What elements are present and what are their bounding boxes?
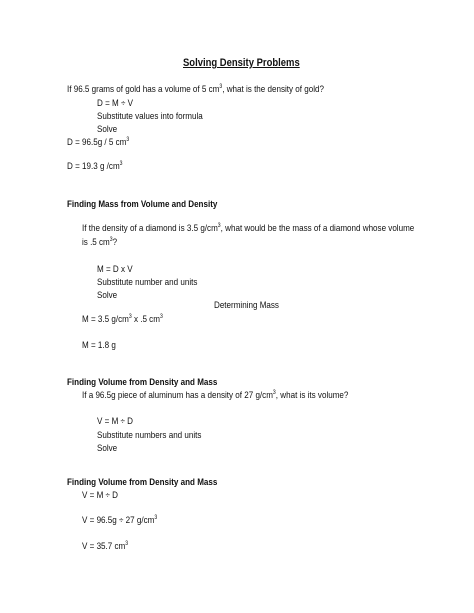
gold-question: If 96.5 grams of gold has a volume of 5 $cm^3$, what is the density of gold?	[67, 83, 325, 94]
volume-formula-1: V = M ÷ D	[97, 415, 134, 426]
volume-substitution: V = 96.5g ÷ 27 $g/cm^3$	[82, 514, 158, 525]
gold-answer: D = 19.3 g $/cm^3$	[67, 160, 123, 171]
mass-substitution: M = 3.5 $g/cm^3$ x .5 $cm^3$	[82, 313, 163, 324]
volume-step-solve: Solve	[97, 442, 118, 453]
aluminum-question: If a 96.5g piece of aluminum has a density of 27 $g/cm^3$, what is its volume?	[82, 389, 349, 400]
page-title: Solving Density Problems	[183, 57, 300, 69]
volume-formula-2: V = M ÷ D	[82, 489, 119, 500]
volume-step-substitute: Substitute numbers and units	[97, 429, 202, 440]
mass-section-heading: Finding Mass from Volume and Density	[67, 198, 218, 209]
volume-section-heading-2: Finding Volume from Density and Mass	[67, 476, 218, 487]
determining-mass-caption: Determining Mass	[214, 299, 279, 310]
diamond-question-line2: is .5 $cm^3$?	[82, 236, 118, 247]
mass-step-solve: Solve	[97, 289, 118, 300]
mass-step-substitute: Substitute number and units	[97, 276, 198, 287]
gold-step-solve: Solve	[97, 123, 118, 134]
gold-step-substitute: Substitute values into formula	[97, 110, 203, 121]
volume-answer: V = 35.7 $cm^3$	[82, 540, 129, 551]
gold-formula: D = M ÷ V	[97, 97, 134, 108]
mass-answer: M = 1.8 g	[82, 339, 116, 350]
volume-section-heading-1: Finding Volume from Density and Mass	[67, 376, 218, 387]
mass-formula: M = D x V	[97, 263, 133, 274]
gold-substitution: D = 96.5g / 5 $cm^3$	[67, 136, 130, 147]
diamond-question-line1: If the density of a diamond is 3.5 $g/cm^3$, what would be the mass of a diamond whose volume	[82, 222, 415, 233]
